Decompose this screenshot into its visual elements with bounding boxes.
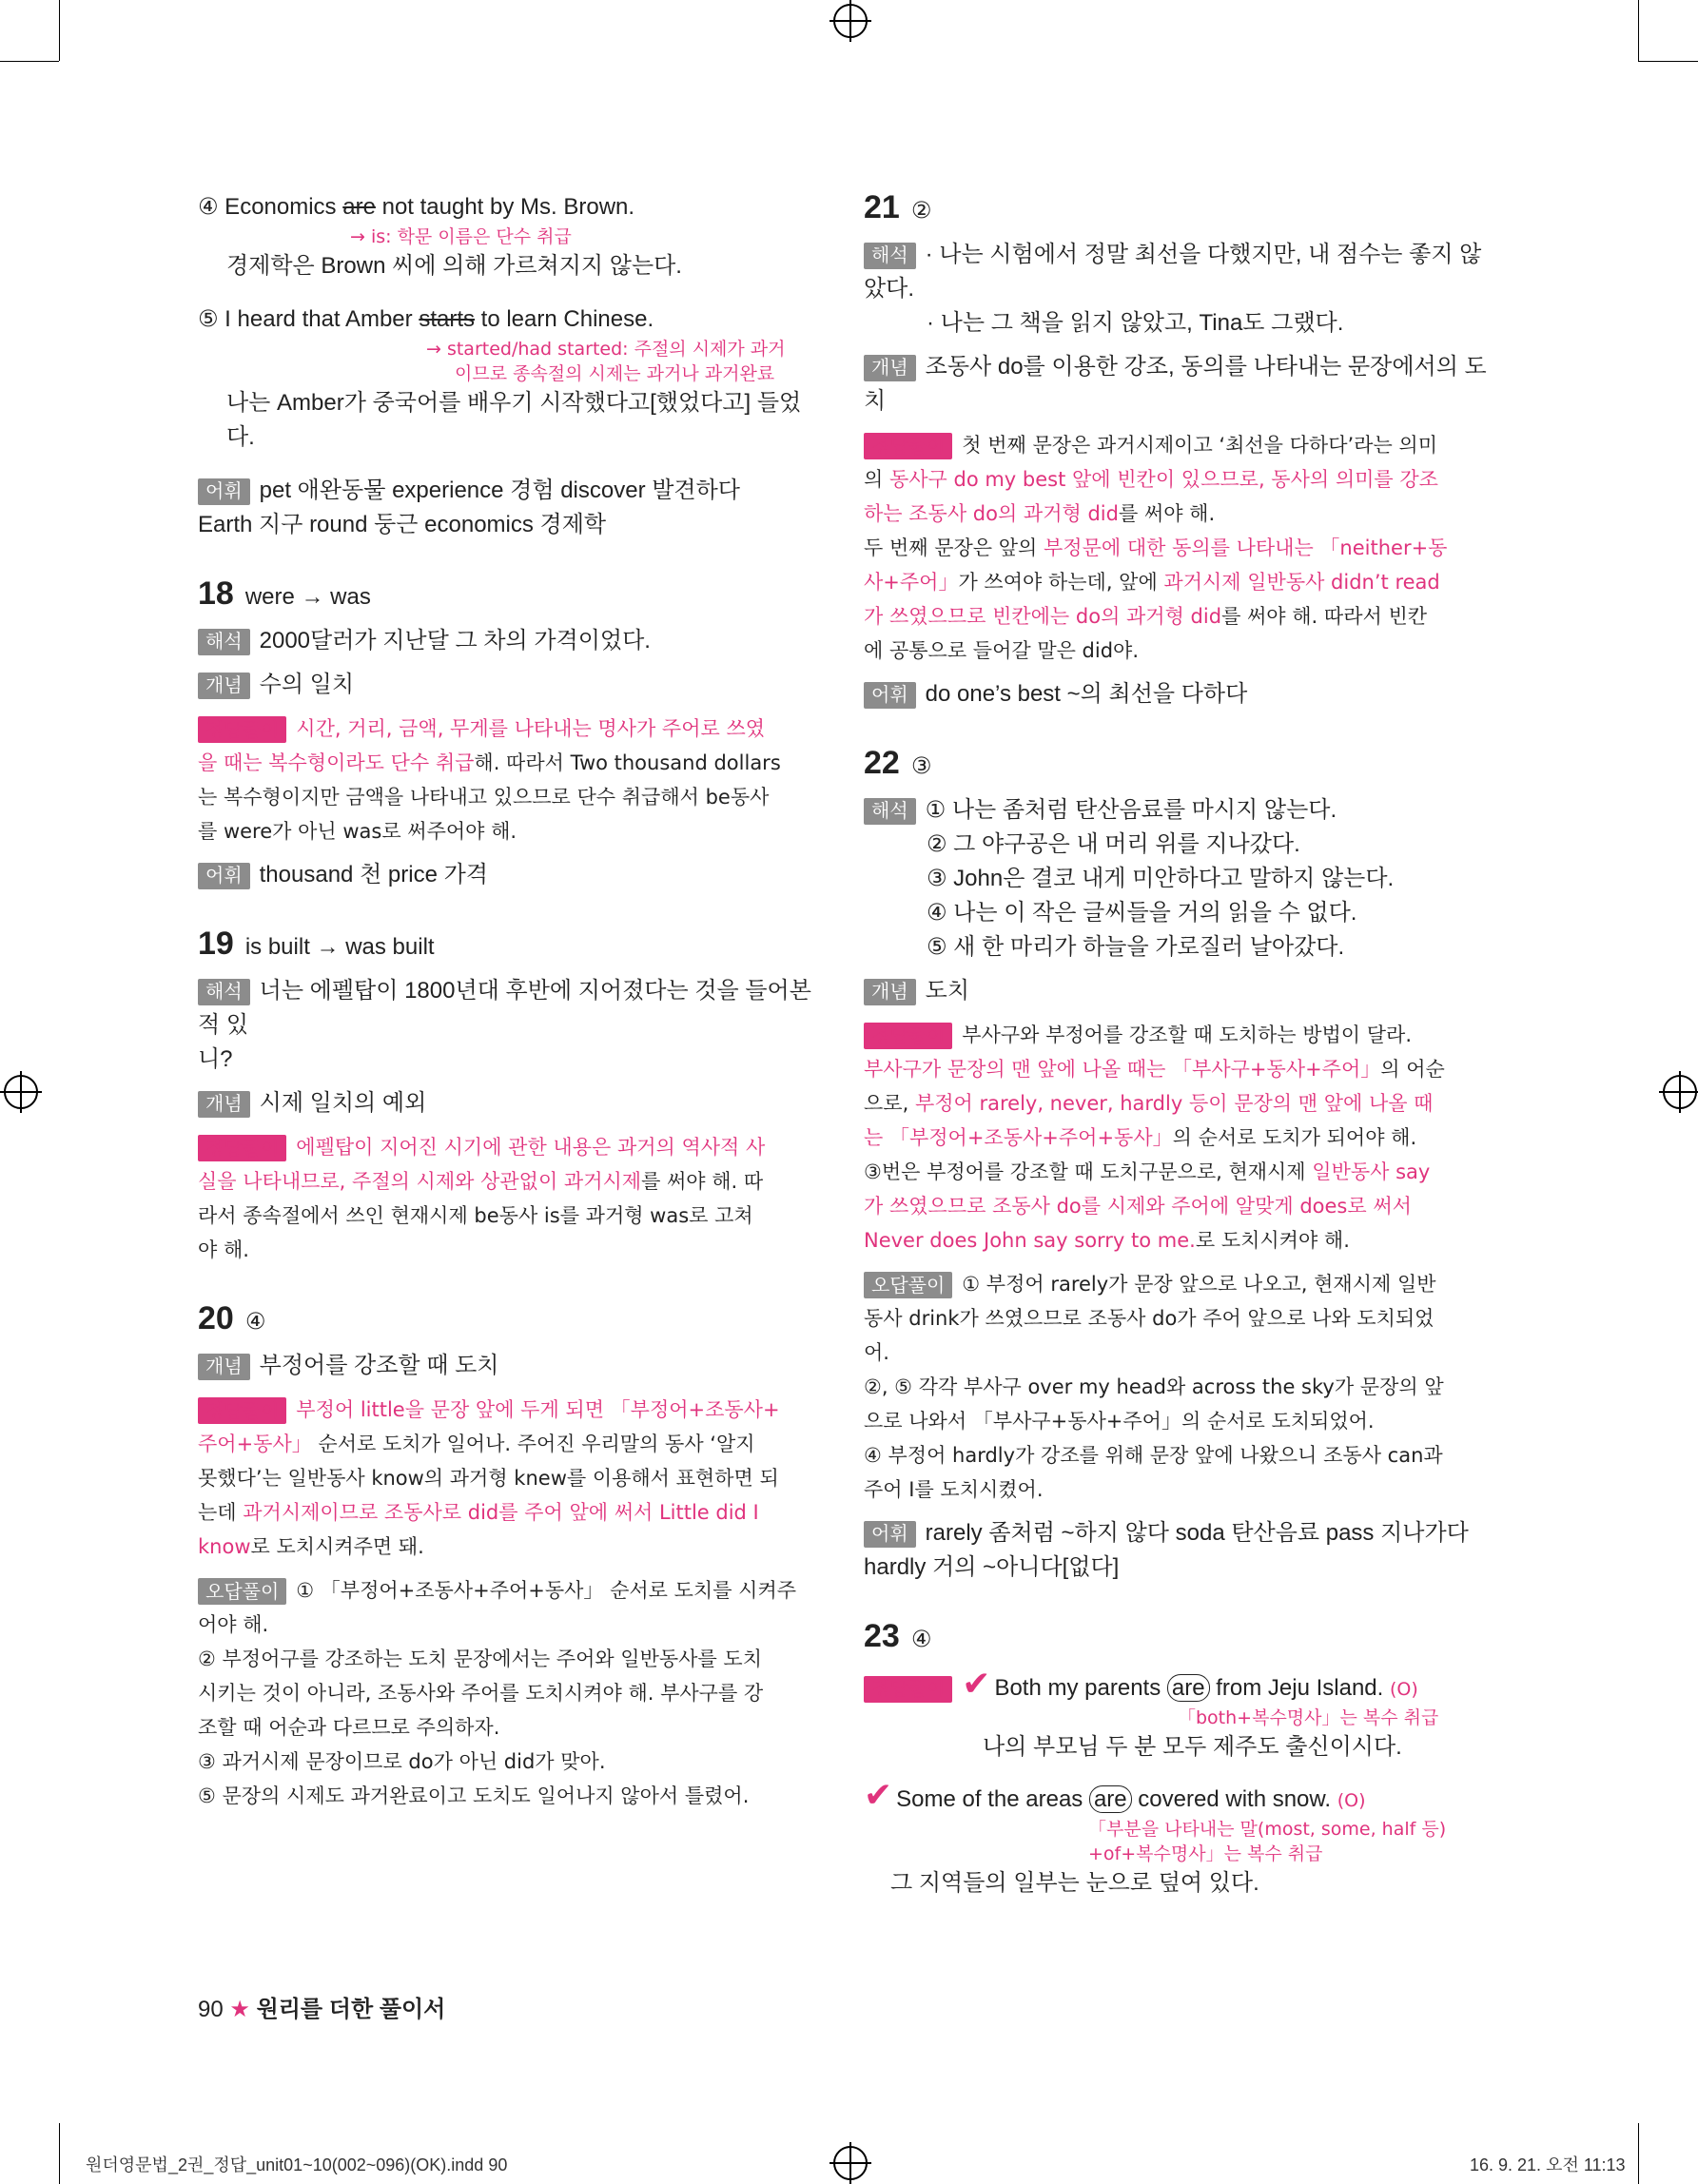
- question-number: 21: [864, 189, 900, 225]
- vocab-badge: 어휘: [864, 1521, 916, 1548]
- explanation-line: 으로 나와서 「부사구+동사+주어」의 순서로 도치되었어.: [864, 1410, 1375, 1433]
- explanation-line: 가 쓰였으므로 조동사 do를 시제와 주어에 알맞게 does로 써서: [864, 1195, 1412, 1218]
- question-number: 22: [864, 745, 900, 781]
- explanation-line: 로 도치시켜주면 돼.: [250, 1535, 424, 1558]
- print-slug-date: 16. 9. 21. 오전 11:13: [1470, 2155, 1626, 2174]
- explanation-line: 가 쓰였으므로 빈칸에는 do의 과거형 did: [864, 605, 1222, 628]
- explanation-line: 를 써야 해.: [1118, 502, 1216, 525]
- explanation-line: 가 쓰여야 하는데, 앞에: [958, 571, 1164, 594]
- crop-mark: [59, 2123, 60, 2184]
- question-number: 19: [198, 926, 234, 962]
- question-19: [198, 926, 826, 1267]
- correct-mark: (O): [1337, 1790, 1366, 1811]
- crop-mark: [1638, 61, 1698, 62]
- translation: ① 나는 좀처럼 탄산음료를 마시지 않는다.: [925, 797, 1337, 823]
- left-column: [198, 190, 826, 1813]
- wrong-answer-badge: 오답풀이: [864, 1272, 952, 1298]
- explanation-line: ④ 부정어 hardly가 강조를 위해 문장 앞에 나왔으니 조동사 can과: [864, 1444, 1443, 1467]
- sentence-text: not taught by Ms. Brown.: [375, 194, 635, 220]
- explanation-line: 해. 따라서 Two thousand dollars: [474, 751, 781, 774]
- answer: ④: [910, 1627, 932, 1652]
- answer-explanation-badge: 정답풀이: [864, 433, 952, 459]
- translation: · 나는 시험에서 정말 최선을 다했지만, 내 점수는 좋지 않았다.: [864, 242, 1482, 302]
- explanation-line: 라서 종속절에서 쓰인 현재시제 be동사 is를 과거형 was로 고쳐: [198, 1204, 753, 1227]
- checkmark-icon: ✔: [962, 1664, 991, 1703]
- right-column: [864, 190, 1492, 1901]
- sentence-text: to learn Chinese.: [475, 306, 654, 332]
- concept: 조동사 do를 이용한 강조, 동의를 나타내는 문장에서의 도치: [864, 354, 1487, 414]
- explanation-line: know: [198, 1535, 251, 1558]
- explanation-line: 는데: [198, 1501, 244, 1524]
- explanation-line: 동사구 do my best 앞에 빈칸이 있으므로, 동사의 의미를 강조: [888, 468, 1438, 491]
- vocab-badge: 어휘: [198, 863, 250, 889]
- wrong-answer-badge: 오답풀이: [198, 1578, 286, 1605]
- vocab-list: Earth 지구 round 둥근 economics 경제학: [198, 512, 607, 537]
- explanation-line: 과거시제이므로 조동사로 did를 주어 앞에 써서 Little did I: [243, 1501, 759, 1524]
- explanation: [198, 1393, 826, 1564]
- explanation-line: 을 때는 복수형이라도 단수 취급: [198, 751, 475, 774]
- checkmark-icon: ✔: [864, 1775, 893, 1814]
- explanation-line: 두 번째 문장은 앞의: [864, 536, 1044, 559]
- grammar-note: 「부분을 나타내는 말(most, some, half 등): [1088, 1819, 1447, 1840]
- explanation-line: ① 「부정어+조동사+주어+동사」 순서로 도치를 시켜주: [296, 1579, 797, 1602]
- concept-badge: 개념: [198, 673, 250, 699]
- explanation-line: 의 어순: [1380, 1058, 1445, 1081]
- explanation-line: 부사구가 문장의 맨 앞에 나올 때는 「부사구+동사+주어」: [864, 1058, 1381, 1081]
- vocab-list: pet 애완동물 experience 경험 discover 발견하다: [259, 478, 740, 503]
- correct-mark: (O): [1389, 1679, 1418, 1700]
- answer-explanation-badge: 정답풀이: [198, 1397, 286, 1424]
- vocab-badge: 어휘: [198, 478, 250, 505]
- concept-badge: 개념: [864, 355, 916, 381]
- circled-word: are: [1089, 1785, 1132, 1813]
- answer: were → was: [244, 584, 371, 610]
- explanation-line: 시키는 것이 아니라, 조동사와 주어를 도치시켜야 해. 부사구를 강: [198, 1682, 764, 1705]
- translation: 니?: [198, 1046, 233, 1072]
- explanation-line: 부정어 rarely, never, hardly 등이 문장의 맨 앞에 나올 때: [914, 1092, 1434, 1115]
- correction-note: → started/had started: 주절의 시제가 과거: [426, 339, 786, 360]
- vocab-list: do one’s best ~의 최선을 다하다: [925, 681, 1248, 707]
- circled-word: are: [1167, 1674, 1210, 1702]
- answer: ④: [244, 1309, 266, 1335]
- explanation-line: 첫 번째 문장은 과거시제이고 ‘최선을 다하다’라는 의미: [962, 434, 1437, 457]
- explanation-line: 에펠탑이 지어진 시기에 관한 내용은 과거의 역사적 사: [296, 1136, 766, 1159]
- question-22: [864, 746, 1492, 1585]
- explanation-line: ① 부정어 rarely가 문장 앞으로 나오고, 현재시제 일반: [962, 1273, 1436, 1296]
- answer-explanation-badge: 정답풀이: [864, 1676, 952, 1703]
- correction-note: 이므로 종속절의 시제는 과거나 과거완료: [455, 363, 775, 384]
- explanation-line: Never does John say sorry to me.: [864, 1229, 1196, 1252]
- answer-explanation-badge: 정답풀이: [864, 1023, 952, 1049]
- concept-badge: 개념: [198, 1091, 250, 1118]
- translation-badge: 해석: [198, 979, 250, 1005]
- translation-badge: 해석: [864, 798, 916, 825]
- q17-item5: [198, 302, 826, 455]
- concept: 수의 일치: [259, 672, 355, 697]
- vocab-list: thousand 천 price 가격: [259, 862, 488, 887]
- translation: · 나는 그 책을 읽지 않았고, Tina도 그랬다.: [927, 310, 1344, 336]
- explanation-line: 실을 나타내므로, 주절의 시제와 상관없이 과거시제: [198, 1170, 642, 1193]
- explanation-line: ③번은 부정어를 강조할 때 도치구문으로, 현재시제: [864, 1160, 1313, 1183]
- concept: 시제 일치의 예외: [259, 1090, 427, 1116]
- explanation-line: 로 도치시켜야 해.: [1195, 1229, 1350, 1252]
- registration-mark-icon: [833, 2146, 868, 2180]
- concept: 부정어를 강조할 때 도치: [259, 1353, 499, 1378]
- translation: 나는 Amber가 중국어를 배우기 시작했다고[했었다고] 들었다.: [226, 390, 802, 450]
- sentence-text: ④ Economics: [198, 194, 343, 220]
- page-footer: [198, 1990, 445, 2023]
- sentence-text: from Jeju Island.: [1209, 1675, 1384, 1701]
- explanation-line: 는 「부정어+조동사+주어+동사」: [864, 1126, 1173, 1149]
- crop-mark: [1638, 2123, 1639, 2184]
- explanation-line: 주어 I를 도치시켰어.: [864, 1478, 1044, 1501]
- q17-item4: [198, 190, 826, 283]
- explanation-line: 의 순서로 도치가 되어야 해.: [1172, 1126, 1417, 1149]
- explanation-line: 부정어 little을 문장 앞에 두게 되면 「부정어+조동사+: [296, 1398, 780, 1421]
- translation: ⑤ 새 한 마리가 하늘을 가로질러 날아갔다.: [927, 934, 1345, 960]
- explanation-line: 못했다’는 일반동사 know의 과거형 knew를 이용해서 표현하면 되: [198, 1467, 779, 1490]
- question-number: 20: [198, 1300, 234, 1336]
- star-icon: ★: [229, 1997, 250, 2022]
- registration-mark-icon: [833, 4, 868, 38]
- grammar-note: +of+복수명사」는 복수 취급: [1088, 1843, 1323, 1864]
- answer: ②: [910, 198, 932, 224]
- correction-note: → is: 학문 이름은 단수 취급: [350, 226, 572, 247]
- answer-explanation-badge: 정답풀이: [198, 716, 286, 743]
- explanation-line: 에 공통으로 들어갈 말은 did야.: [864, 639, 1140, 662]
- translation-badge: 해석: [864, 243, 916, 269]
- explanation-line: 시간, 거리, 금액, 무게를 나타내는 명사가 주어로 쓰였: [296, 717, 766, 740]
- vocab-badge: 어휘: [864, 682, 916, 709]
- wrong-answer-explanation: [864, 1267, 1492, 1507]
- explanation-line: 동사 drink가 쓰였으므로 조동사 do가 주어 앞으로 나와 도치되었: [864, 1307, 1435, 1330]
- registration-mark-icon: [1663, 1075, 1697, 1109]
- translation: 경제학은 Brown 씨에 의해 가르쳐지지 않는다.: [226, 253, 682, 279]
- explanation-line: 일반동사 say: [1312, 1160, 1431, 1183]
- translation: ② 그 야구공은 내 머리 위를 지나갔다.: [927, 831, 1300, 857]
- question-20: [198, 1301, 826, 1813]
- crop-mark: [1638, 0, 1639, 61]
- explanation-line: ⑤ 문장의 시제도 과거완료이고 도치도 일어나지 않아서 틀렸어.: [198, 1784, 750, 1807]
- vocab-list: rarely 좀처럼 ~하지 않다 soda 탄산음료 pass 지나가다: [925, 1520, 1469, 1546]
- explanation-line: ②, ⑤ 각각 부사구 over my head와 across the sky가 문장의 앞: [864, 1375, 1444, 1398]
- explanation-line: 를 써야 해. 따라서 빈칸: [1221, 605, 1428, 628]
- explanation-line: 는 복수형이지만 금액을 나타내고 있으므로 단수 취급해서 be동사: [198, 786, 770, 809]
- explanation-line: ③ 과거시제 문장이므로 do가 아닌 did가 맞아.: [198, 1750, 606, 1773]
- vocab-list: hardly 거의 ~아니다[없다]: [864, 1554, 1120, 1580]
- grammar-note: 「both+복수명사」는 복수 취급: [1178, 1707, 1439, 1728]
- explanation-line: 를 써야 해. 따: [641, 1170, 764, 1193]
- sentence-text: covered with snow.: [1131, 1786, 1332, 1812]
- struck-word: starts: [419, 306, 475, 332]
- explanation-line: 를 were가 아닌 was로 써주어야 해.: [198, 820, 517, 843]
- page-number: 90: [198, 1997, 224, 2022]
- explanation: [198, 1130, 826, 1267]
- crop-mark: [0, 61, 59, 62]
- translation: 나의 부모님 두 분 모두 제주도 출신이시다.: [983, 1734, 1402, 1760]
- question-23: [864, 1619, 1492, 1901]
- question-21: [864, 190, 1492, 712]
- sentence-text: Some of the areas: [896, 1786, 1089, 1812]
- explanation-line: 의: [864, 468, 889, 491]
- translation: 2000달러가 지난달 그 차의 가격이었다.: [259, 628, 651, 653]
- explanation: [864, 1018, 1492, 1258]
- translation: ③ John은 결코 내게 미안하다고 말하지 않는다.: [927, 866, 1395, 891]
- explanation-line: 으로,: [864, 1092, 915, 1115]
- explanation-line: 부정문에 대한 동의를 나타내는 「neither+동: [1044, 536, 1448, 559]
- sentence-text: ⑤ I heard that Amber: [198, 306, 420, 332]
- registration-mark-icon: [4, 1075, 38, 1109]
- translation: ④ 나는 이 작은 글씨들을 거의 읽을 수 없다.: [927, 900, 1357, 926]
- explanation-line: 과거시제 일반동사 didn’t read: [1163, 571, 1440, 594]
- print-slug-filename: 원더영문법_2권_정답_unit01~10(002~096)(OK).indd 90: [86, 2155, 508, 2174]
- concept: 도치: [925, 978, 970, 1004]
- explanation: [198, 712, 826, 848]
- wrong-answer-explanation: [198, 1573, 826, 1813]
- struck-word: are: [342, 194, 376, 220]
- explanation-line: 조할 때 어순과 다르므로 주의하자.: [198, 1716, 500, 1739]
- explanation-line: 주어+동사」: [198, 1433, 312, 1455]
- answer-explanation-badge: 정답풀이: [198, 1135, 286, 1161]
- answer: is built → was built: [244, 934, 435, 960]
- explanation-line: ② 부정어구를 강조하는 도치 문장에서는 주어와 일반동사를 도치: [198, 1648, 762, 1670]
- concept-badge: 개념: [864, 979, 916, 1005]
- question-number: 18: [198, 575, 234, 612]
- translation: 너는 에펠탑이 1800년대 후반에 지어졌다는 것을 들어본 적 있: [198, 978, 811, 1038]
- concept-badge: 개념: [198, 1354, 250, 1380]
- translation-badge: 해석: [198, 629, 250, 655]
- explanation: [864, 428, 1492, 668]
- sentence-text: Both my parents: [994, 1675, 1167, 1701]
- translation: 그 지역들의 일부는 눈으로 덮여 있다.: [890, 1870, 1259, 1896]
- explanation-line: 부사구와 부정어를 강조할 때 도치하는 방법이 달라.: [962, 1024, 1413, 1046]
- explanation-line: 어야 해.: [198, 1613, 269, 1636]
- answer: ③: [910, 753, 932, 779]
- question-18: [198, 576, 826, 892]
- book-title: 원리를 더한 풀이서: [256, 1997, 446, 2022]
- question-number: 23: [864, 1618, 900, 1654]
- explanation-line: 야 해.: [198, 1238, 249, 1261]
- explanation-line: 어.: [864, 1341, 889, 1364]
- crop-mark: [59, 0, 60, 61]
- explanation-line: 사+주어」: [864, 571, 959, 594]
- explanation-line: 순서로 도치가 일어나. 주어진 우리말의 동사 ‘알지: [311, 1433, 755, 1455]
- explanation-line: 하는 조동사 do의 과거형 did: [864, 502, 1119, 525]
